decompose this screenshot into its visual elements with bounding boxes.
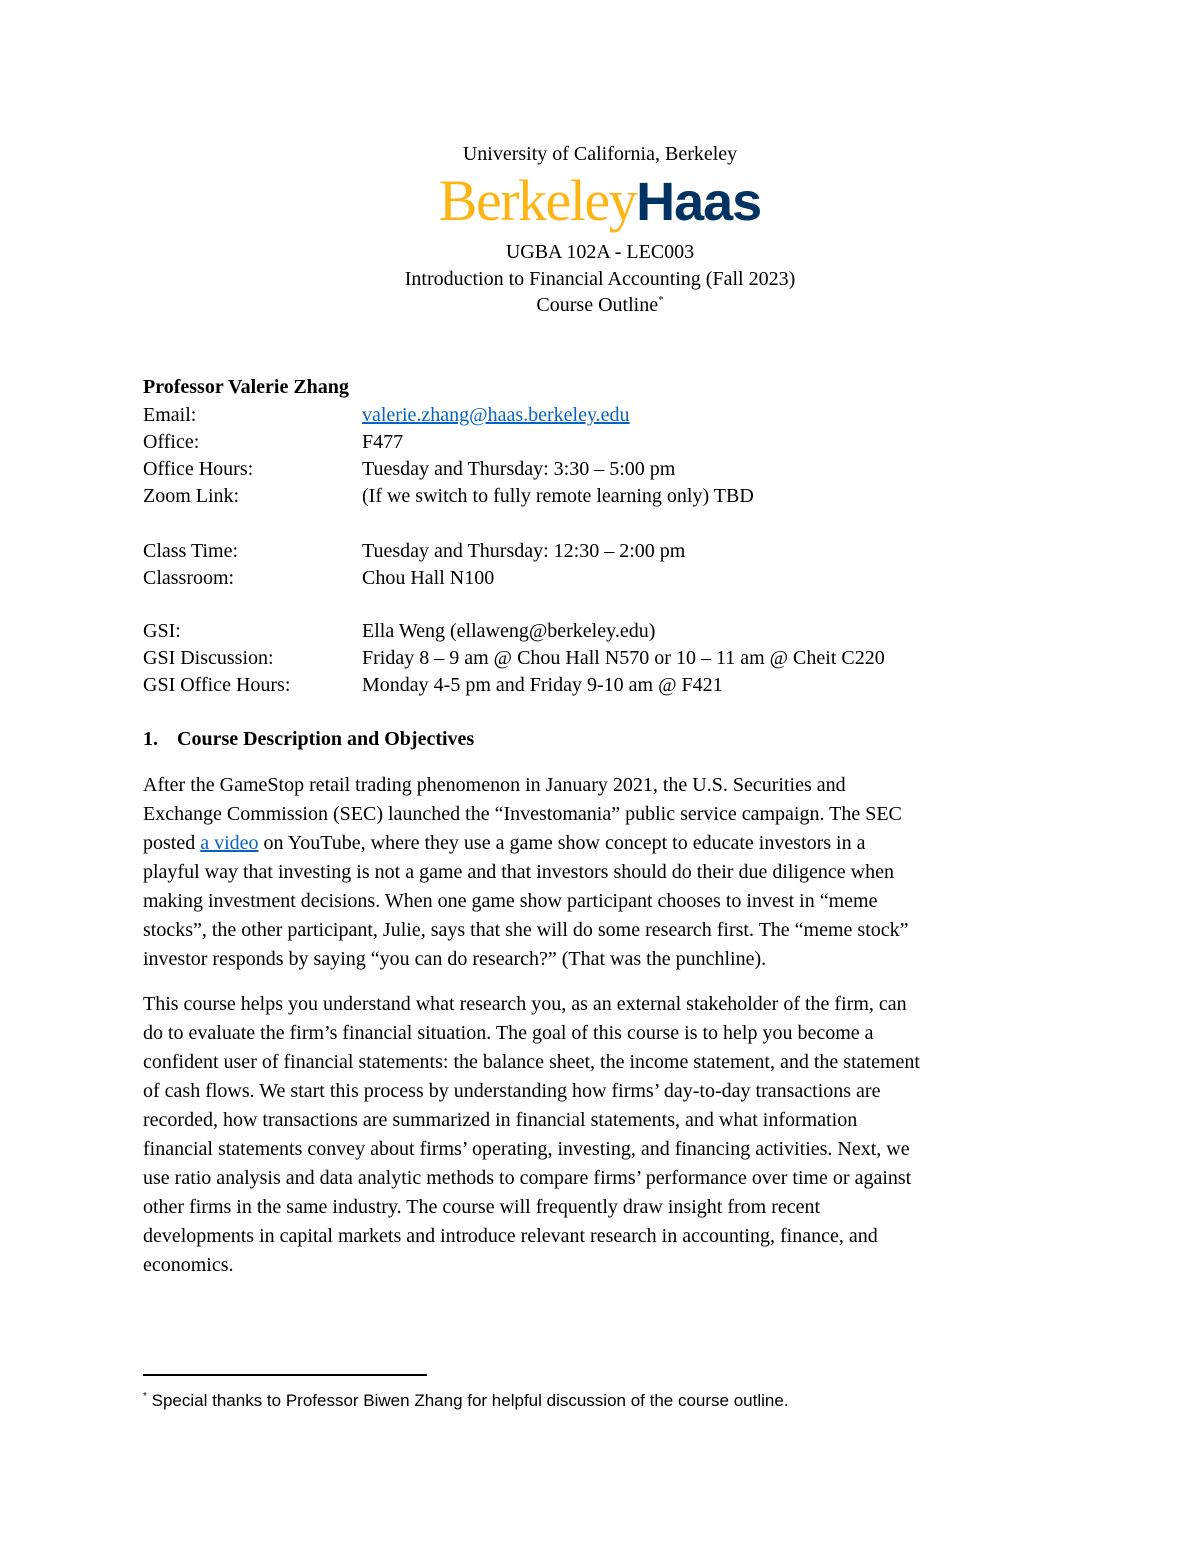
info-value: (If we switch to fully remote learning only) TBD <box>362 485 754 507</box>
info-label: Office Hours: <box>143 458 254 480</box>
paragraph-line: recorded, how transactions are summarized in financial statements, and what information <box>143 1109 858 1131</box>
professor-name: Professor Valerie Zhang <box>143 376 349 398</box>
section-title: Course Description and Objectives <box>177 728 475 750</box>
info-value: Friday 8 – 9 am @ Chou Hall N570 or 10 – 11 am @ Cheit C220 <box>362 647 885 669</box>
info-value: Chou Hall N100 <box>362 567 495 589</box>
email-link[interactable]: valerie.zhang@haas.berkeley.edu <box>362 404 630 426</box>
paragraph-text: on YouTube, where they use a game show concept to educate investors in a <box>258 832 866 854</box>
document-title-text: Course Outline <box>536 294 659 316</box>
paragraph-line: economics. <box>143 1254 234 1276</box>
paragraph-line: Exchange Commission (SEC) launched the “Investomania” public service campaign. The SEC <box>143 803 902 825</box>
info-label: GSI Discussion: <box>143 647 274 669</box>
footnote-mark: * <box>143 1391 147 1402</box>
footnote-text: Special thanks to Professor Biwen Zhang for helpful discussion of the course outline. <box>146 1391 789 1410</box>
info-value: Tuesday and Thursday: 3:30 – 5:00 pm <box>362 458 676 480</box>
section-heading <box>143 728 474 751</box>
paragraph-line-with-link <box>143 829 1063 858</box>
course-code: UGBA 102A - LEC003 <box>505 241 695 263</box>
paragraph-line: investor responds by saying “you can do research?” (That was the punchline). <box>143 948 767 970</box>
paragraph-line: do to evaluate the firm’s financial situation. The goal of this course is to help you become a <box>143 1022 874 1044</box>
info-value: Monday 4-5 pm and Friday 9-10 am @ F421 <box>362 674 723 696</box>
info-label: GSI: <box>143 620 181 642</box>
section-number: 1. <box>143 728 158 750</box>
info-label: GSI Office Hours: <box>143 674 291 696</box>
info-value: Ella Weng (ellaweng@berkeley.edu) <box>362 620 656 642</box>
paragraph-line: making investment decisions. When one game show participant chooses to invest in “meme <box>143 890 878 912</box>
paragraph-text: posted <box>143 832 201 854</box>
footnote-divider <box>143 1374 427 1376</box>
university-name: University of California, Berkeley <box>462 143 738 165</box>
logo-haas-text: Haas <box>636 172 762 232</box>
paragraph-line: of cash flows. We start this process by understanding how firms’ day-to-day transactions are <box>143 1080 881 1102</box>
info-label: Zoom Link: <box>143 485 240 507</box>
paragraph-line: use ratio analysis and data analytic methods to compare firms’ performance over time or against <box>143 1167 912 1189</box>
paragraph-line: stocks”, the other participant, Julie, says that she will do some research first. The “meme stock” <box>143 919 909 941</box>
info-label: Office: <box>143 431 200 453</box>
info-value: Tuesday and Thursday: 12:30 – 2:00 pm <box>362 540 686 562</box>
paragraph-line: playful way that investing is not a game and that investors should do their due diligence when <box>143 861 894 883</box>
video-link[interactable]: a video <box>200 832 259 854</box>
course-title: Introduction to Financial Accounting (Fall 2023) <box>404 268 796 290</box>
document-title <box>0 294 1200 317</box>
info-value: F477 <box>362 431 404 453</box>
paragraph-line: After the GameStop retail trading phenomenon in January 2021, the U.S. Securities and <box>143 774 846 796</box>
footnote-reference[interactable]: * <box>658 294 664 306</box>
paragraph-line: This course helps you understand what research you, as an external stakeholder of the firm, can <box>143 993 907 1015</box>
paragraph-2 <box>143 990 1063 1280</box>
paragraph-line: other firms in the same industry. The course will frequently draw insight from recent <box>143 1196 821 1218</box>
logo-berkeley-text: Berkeley <box>438 168 637 233</box>
info-label: Classroom: <box>143 567 235 589</box>
info-label: Email: <box>143 404 197 426</box>
paragraph-line: financial statements convey about firms’ operating, investing, and financing activities. Next, we <box>143 1138 910 1160</box>
paragraph-line: confident user of financial statements: the balance sheet, the income statement, and the statement <box>143 1051 920 1073</box>
paragraph-line: developments in capital markets and introduce relevant research in accounting, finance, and <box>143 1225 878 1247</box>
info-label: Class Time: <box>143 540 239 562</box>
paragraph-1 <box>143 771 1063 974</box>
footnote <box>143 1391 789 1411</box>
